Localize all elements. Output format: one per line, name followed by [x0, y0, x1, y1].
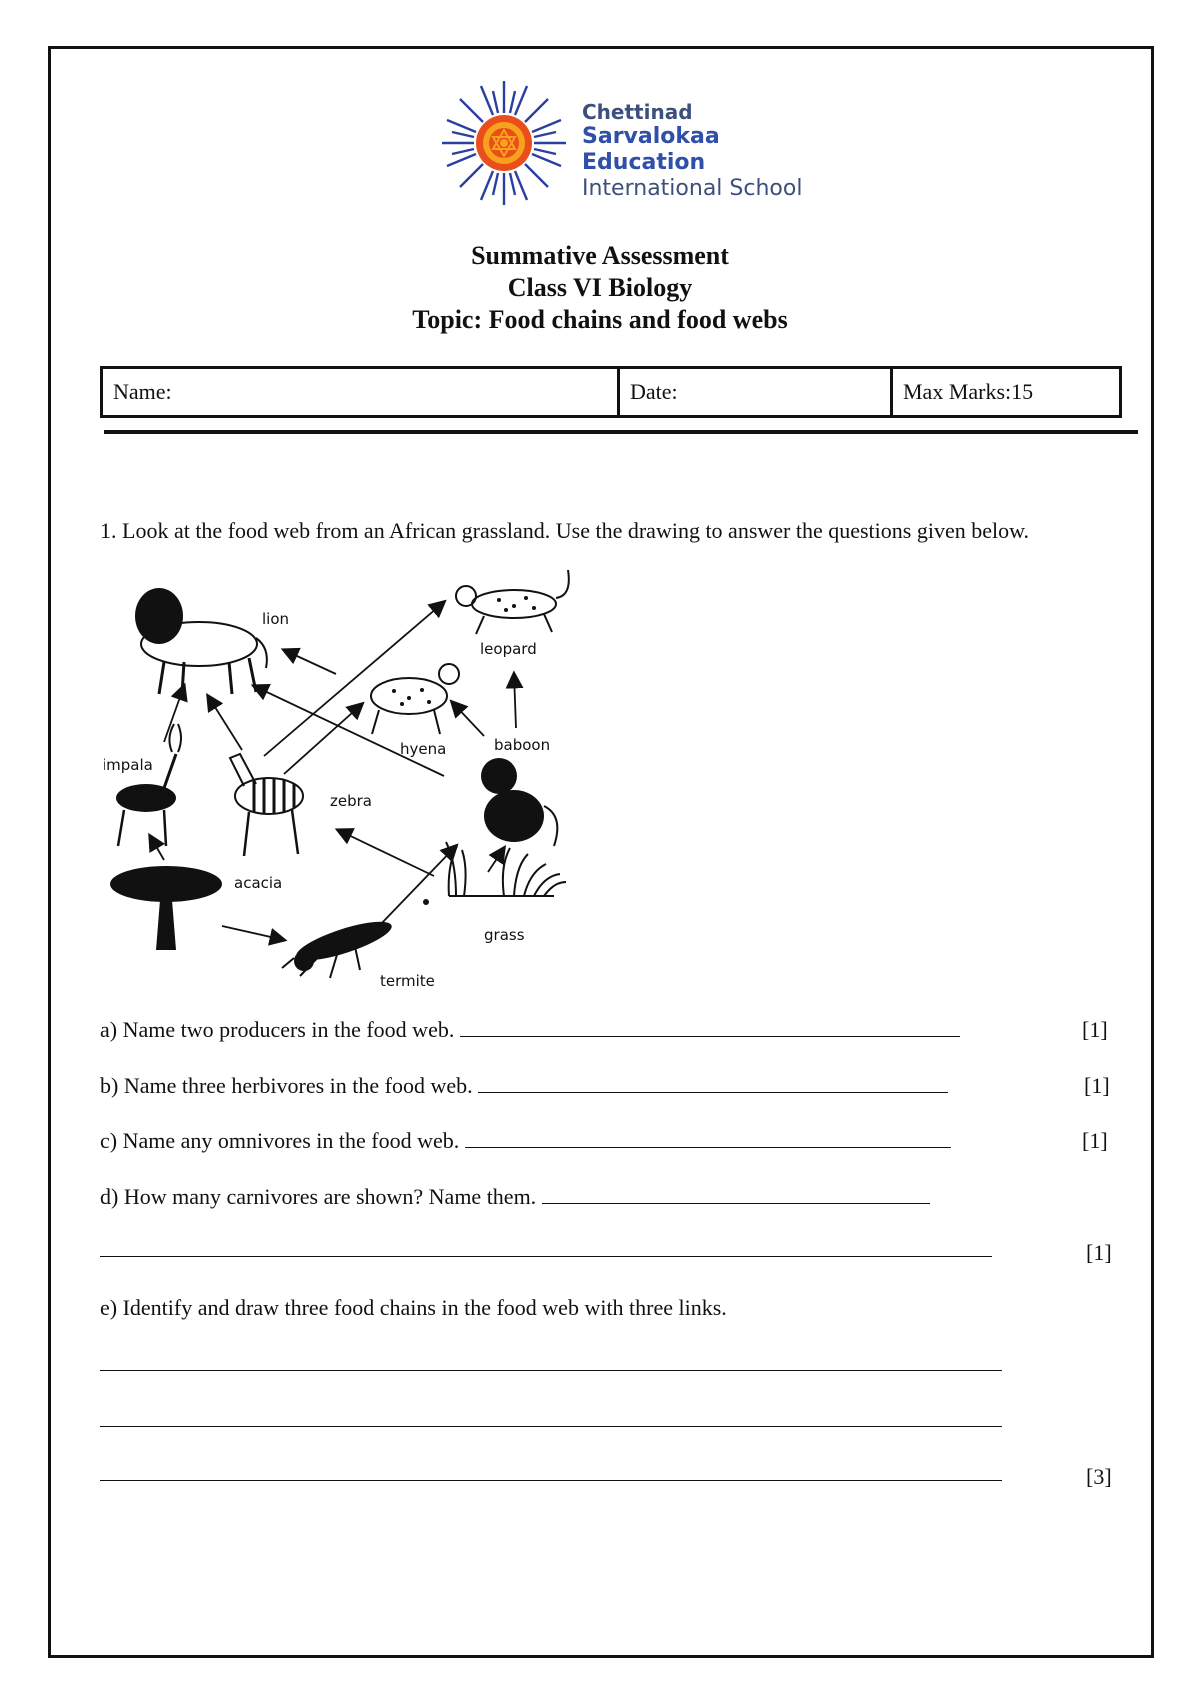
sun-emblem-icon [440, 78, 574, 208]
label-lion: lion [262, 610, 290, 628]
label-termite: termite [380, 972, 435, 990]
baboon-icon [481, 758, 557, 846]
question-a-text: a) Name two producers in the food web. [100, 1017, 455, 1042]
termite-icon [282, 914, 395, 978]
answer-a-line[interactable] [460, 1017, 960, 1037]
class-subject: Class VI Biology [507, 273, 693, 302]
mark-d: [1] [1086, 1240, 1112, 1265]
mark-c: [1] [1082, 1128, 1108, 1153]
date-field[interactable]: Date: [620, 369, 893, 415]
answer-e-line-2[interactable] [100, 1426, 1002, 1427]
label-baboon: baboon [494, 736, 551, 754]
label-acacia: acacia [234, 874, 283, 892]
answer-e-line-1[interactable] [100, 1370, 1002, 1371]
logo-line-chettinad: Chettinad [582, 100, 693, 124]
mark-a: [1] [1082, 1017, 1108, 1042]
student-info-table [100, 366, 1122, 418]
assessment-header [0, 240, 1200, 336]
answer-c-line[interactable] [465, 1128, 951, 1148]
label-zebra: zebra [330, 792, 372, 810]
mark-e: [3] [1086, 1464, 1112, 1489]
question-b-text: b) Name three herbivores in the food web. [100, 1073, 473, 1098]
lion-icon [135, 588, 267, 694]
mark-b: [1] [1084, 1073, 1110, 1098]
question-d [100, 1184, 930, 1210]
question-e-text: e) Identify and draw three food chains in the food web with three links. [100, 1295, 727, 1320]
answer-d-line-1[interactable] [542, 1184, 930, 1204]
question-c-text: c) Name any omnivores in the food web. [100, 1128, 460, 1153]
label-impala: impala [104, 756, 153, 774]
assessment-title: Summative Assessment [471, 241, 729, 270]
question-c [100, 1128, 951, 1154]
leopard-icon [456, 570, 569, 634]
impala-icon [116, 724, 181, 846]
name-field[interactable]: Name: [103, 369, 620, 415]
header-divider [104, 430, 1138, 434]
food-web-diagram [104, 566, 624, 1036]
logo-line-international: International School [582, 176, 803, 201]
zebra-icon [230, 754, 303, 856]
school-logo [440, 78, 840, 208]
dot-mark [423, 899, 429, 905]
label-grass: grass [484, 926, 525, 944]
acacia-tree-icon [110, 866, 222, 950]
question-1-prompt: 1. Look at the food web from an African grassland. Use the drawing to answer the questions given below. [100, 518, 1030, 543]
question-d-text: d) How many carnivores are shown? Name them. [100, 1184, 537, 1209]
label-hyena: hyena [400, 740, 447, 758]
label-leopard: leopard [480, 640, 537, 658]
max-marks: Max Marks:15 [903, 379, 1034, 404]
answer-b-line[interactable] [478, 1073, 948, 1093]
answer-e-line-3[interactable] [100, 1480, 1002, 1481]
grass-icon [446, 842, 566, 896]
answer-d-line-2[interactable] [100, 1256, 992, 1257]
question-b [100, 1073, 948, 1099]
question-a [100, 1017, 960, 1043]
logo-line-sarvalokaa: Sarvalokaa Education [582, 124, 720, 175]
hyena-icon [371, 664, 459, 734]
question-e [100, 1295, 727, 1321]
topic-line: Topic: Food chains and food webs [412, 305, 788, 334]
